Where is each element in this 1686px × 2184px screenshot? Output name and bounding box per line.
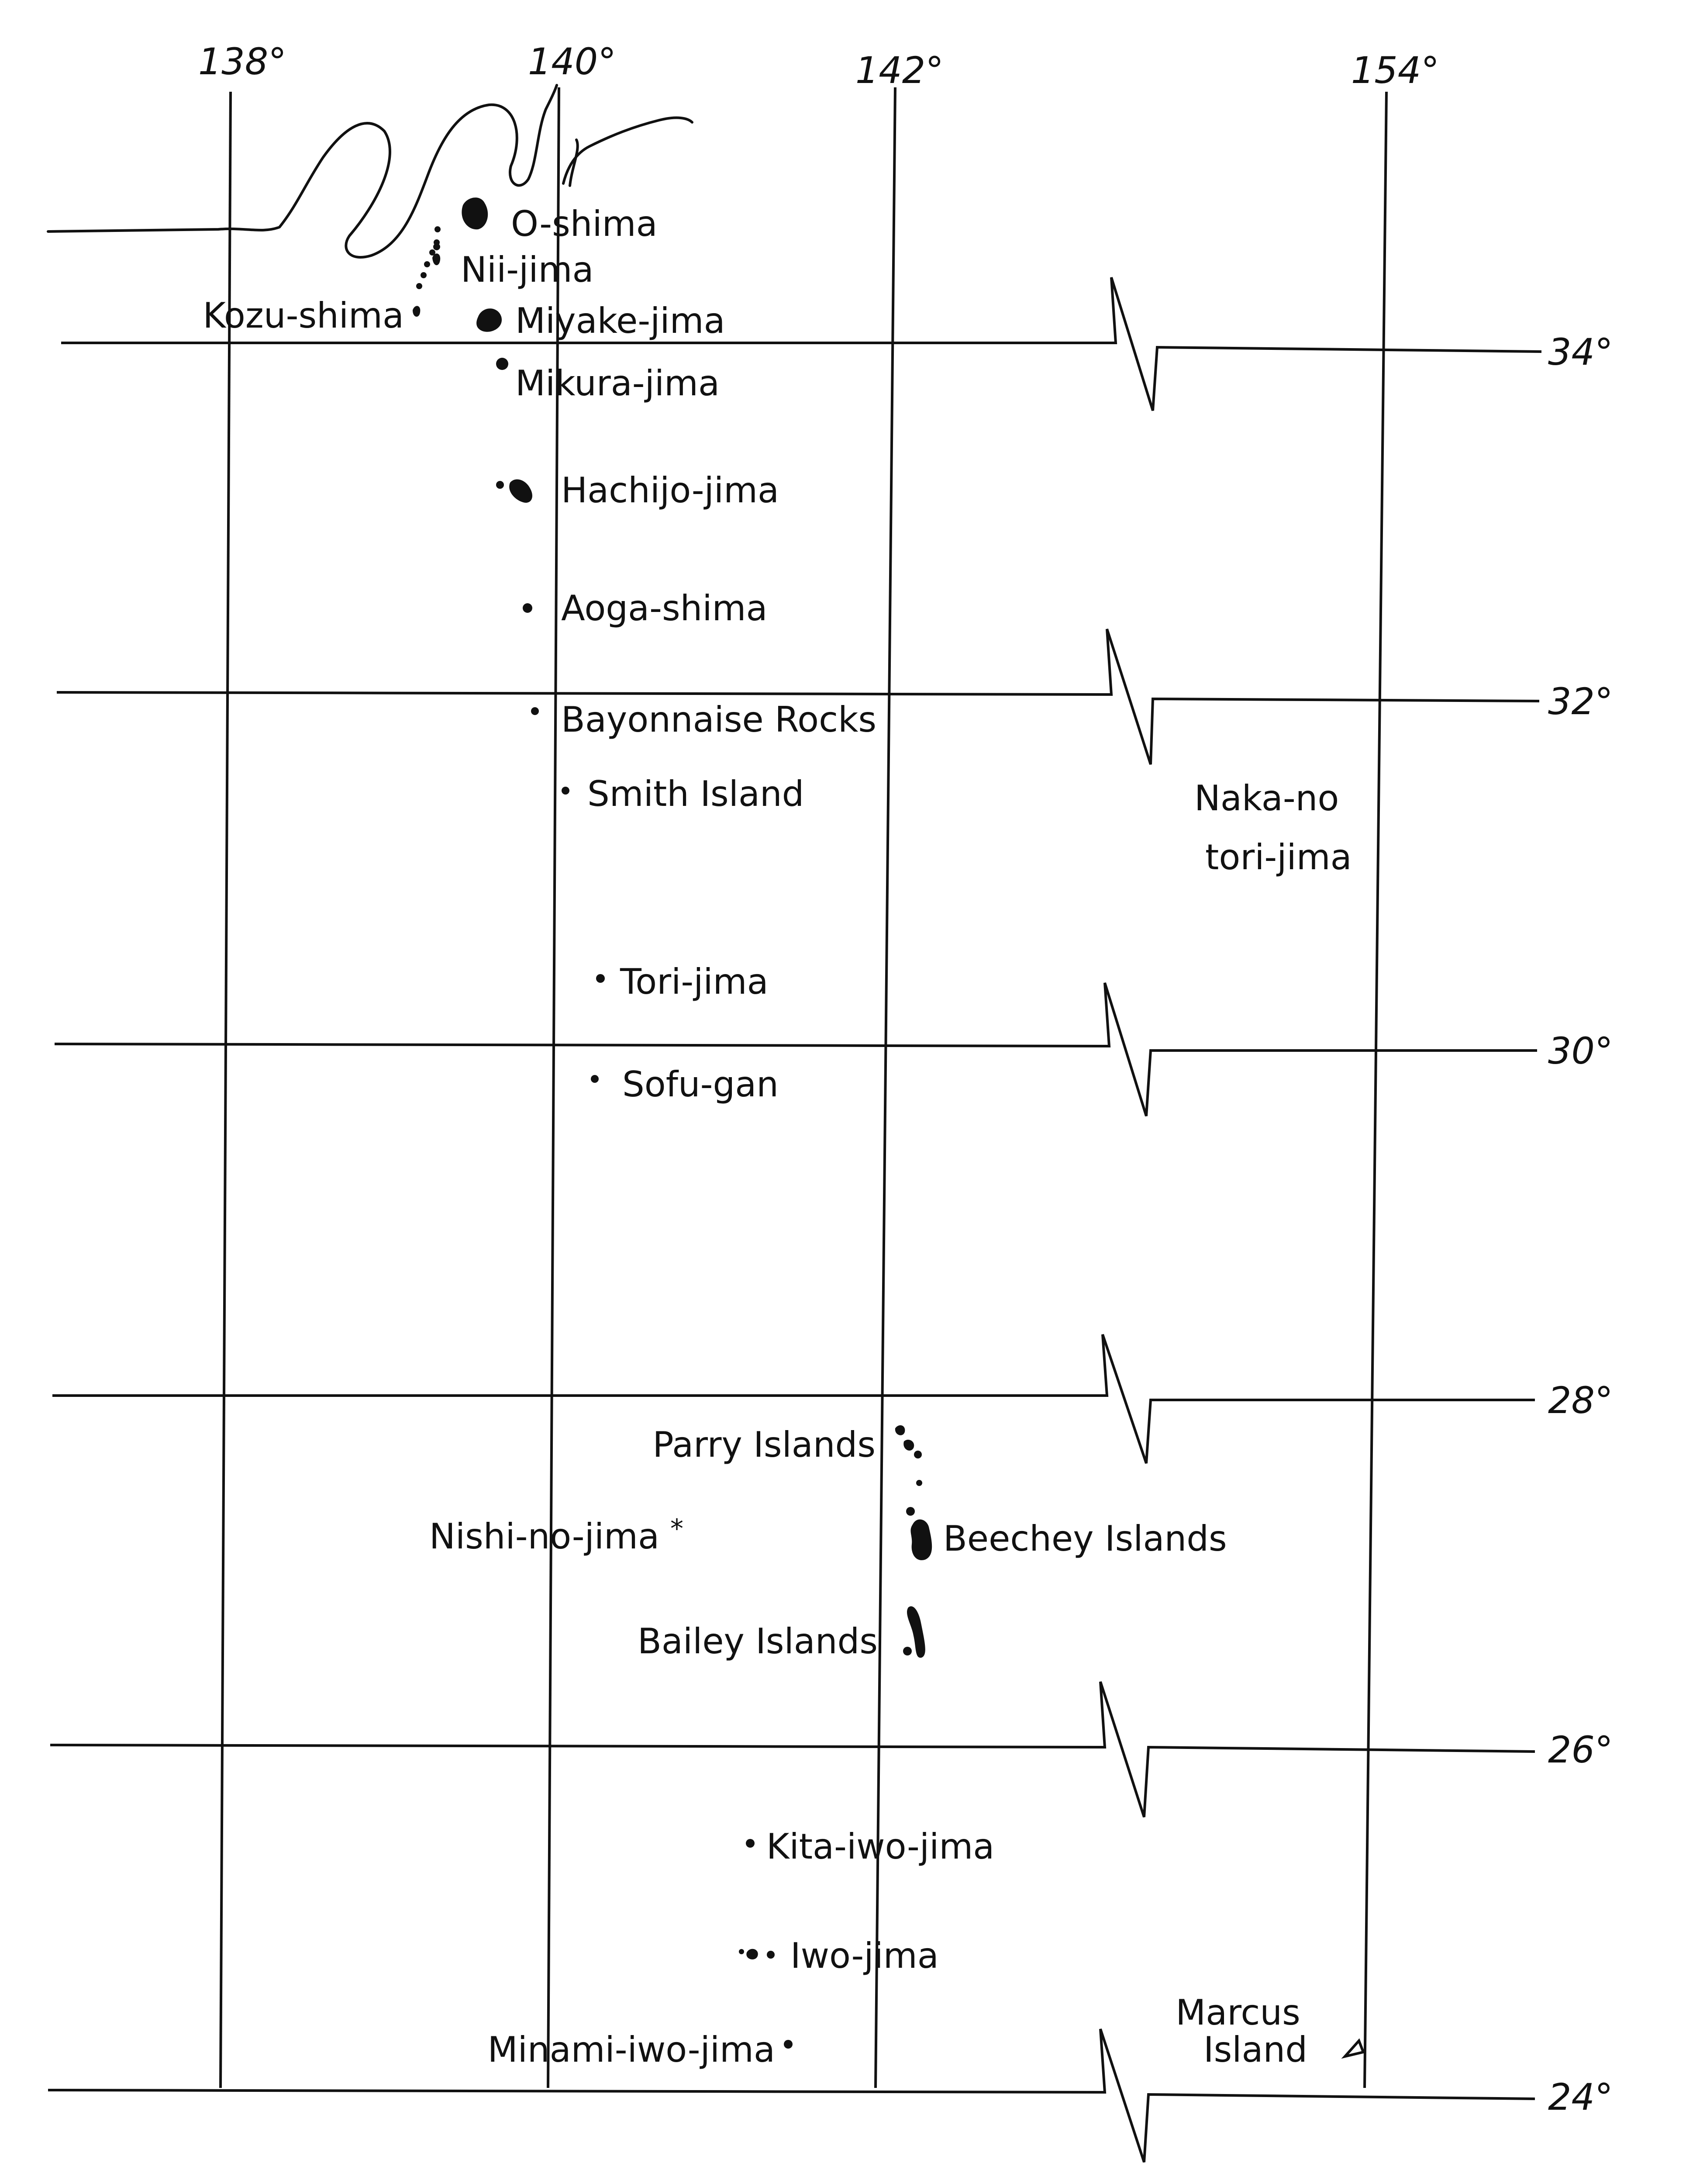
label-iwo-jima: Iwo-jima (790, 1935, 939, 1976)
kita-iwo-jima-mark (746, 1839, 755, 1848)
longitude-labels (198, 40, 1439, 92)
label-smith-island: Smith Island (587, 774, 804, 814)
latitude-labels (1548, 331, 1613, 2118)
meridian-142 (876, 87, 895, 2088)
latitude-label-26: 26° (1548, 1728, 1613, 1771)
smith-island-mark (562, 787, 569, 795)
island-labels (203, 204, 1352, 2070)
miyake-jima-island (476, 308, 502, 332)
longitude-label-154: 154° (1351, 49, 1440, 92)
label-nishi-no-jima: Nishi-no-jima (429, 1516, 659, 1557)
nii-jima-islet (433, 243, 440, 250)
latitude-label-32: 32° (1548, 680, 1613, 723)
label-minami-iwo-jima: Minami-iwo-jima (487, 2029, 775, 2070)
meridian-lines (221, 87, 1386, 2088)
label-naka-no-tori-jima-line1: Naka-no (1194, 778, 1339, 819)
label-bayonnaise-rocks: Bayonnaise Rocks (561, 699, 877, 740)
label-miyake-jima: Miyake-jima (515, 301, 725, 341)
iwo-jima-marks (739, 1949, 775, 1959)
mainland-coastline (48, 85, 557, 257)
mikura-jima-island (496, 358, 508, 370)
latitude-label-30: 30° (1548, 1030, 1613, 1072)
label-bailey-islands: Bailey Islands (637, 1621, 878, 1662)
nishi-no-jima-mark: * (670, 1514, 683, 1544)
beechey-islands-marks (906, 1507, 932, 1560)
tokyo-bay-coast (563, 118, 692, 183)
parry-islands-marks (895, 1425, 922, 1486)
latitude-label-34: 34° (1548, 331, 1613, 373)
meridian-138 (221, 92, 231, 2088)
label-aoga-shima: Aoga-shima (561, 588, 768, 629)
longitude-label-142: 142° (855, 49, 944, 92)
label-marcus-island-line1: Marcus (1176, 1992, 1300, 2033)
label-parry-islands: Parry Islands (652, 1424, 876, 1465)
bayonnaise-rocks-mark (531, 707, 539, 715)
label-mikura-jima: Mikura-jima (515, 363, 720, 404)
parallel-30 (55, 983, 1537, 1116)
label-beechey-islands: Beechey Islands (943, 1518, 1227, 1559)
label-naka-no-tori-jima-line2: tori-jima (1205, 837, 1352, 878)
label-sofu-gan: Sofu-gan (622, 1064, 779, 1105)
latitude-label-24: 24° (1548, 2076, 1613, 2118)
parallel-32 (57, 629, 1539, 764)
minami-iwo-jima-mark (784, 2040, 793, 2049)
hachijo-jima-island (509, 479, 532, 503)
bailey-islands-marks (903, 1606, 925, 1658)
sofu-gan-mark (591, 1075, 599, 1083)
label-tori-jima: Tori-jima (620, 961, 769, 1002)
label-o-shima: O-shima (511, 204, 658, 244)
longitude-label-138: 138° (198, 40, 287, 83)
meridian-154 (1365, 92, 1386, 2088)
longitude-label-140: 140° (528, 40, 617, 83)
o-shima-island (462, 197, 488, 229)
parallel-24 (48, 2029, 1535, 2162)
label-kozu-shima: Kozu-shima (203, 295, 404, 336)
parallel-lines (48, 277, 1541, 2162)
tori-jima-mark (596, 974, 605, 983)
label-kita-iwo-jima: Kita-iwo-jima (766, 1826, 995, 1867)
marcus-island-mark (1345, 2041, 1363, 2056)
parallel-26 (50, 1682, 1535, 1817)
label-nii-jima: Nii-jima (461, 249, 594, 290)
island-marks (413, 197, 1363, 2056)
latitude-label-28: 28° (1548, 1379, 1613, 1422)
kozu-shima-island (413, 306, 420, 317)
aoga-shima-island (523, 603, 532, 613)
label-marcus-island-line2: Island (1203, 2029, 1308, 2070)
label-hachijo-jima: Hachijo-jima (561, 470, 779, 511)
hachijo-kojima-islet (496, 481, 504, 489)
